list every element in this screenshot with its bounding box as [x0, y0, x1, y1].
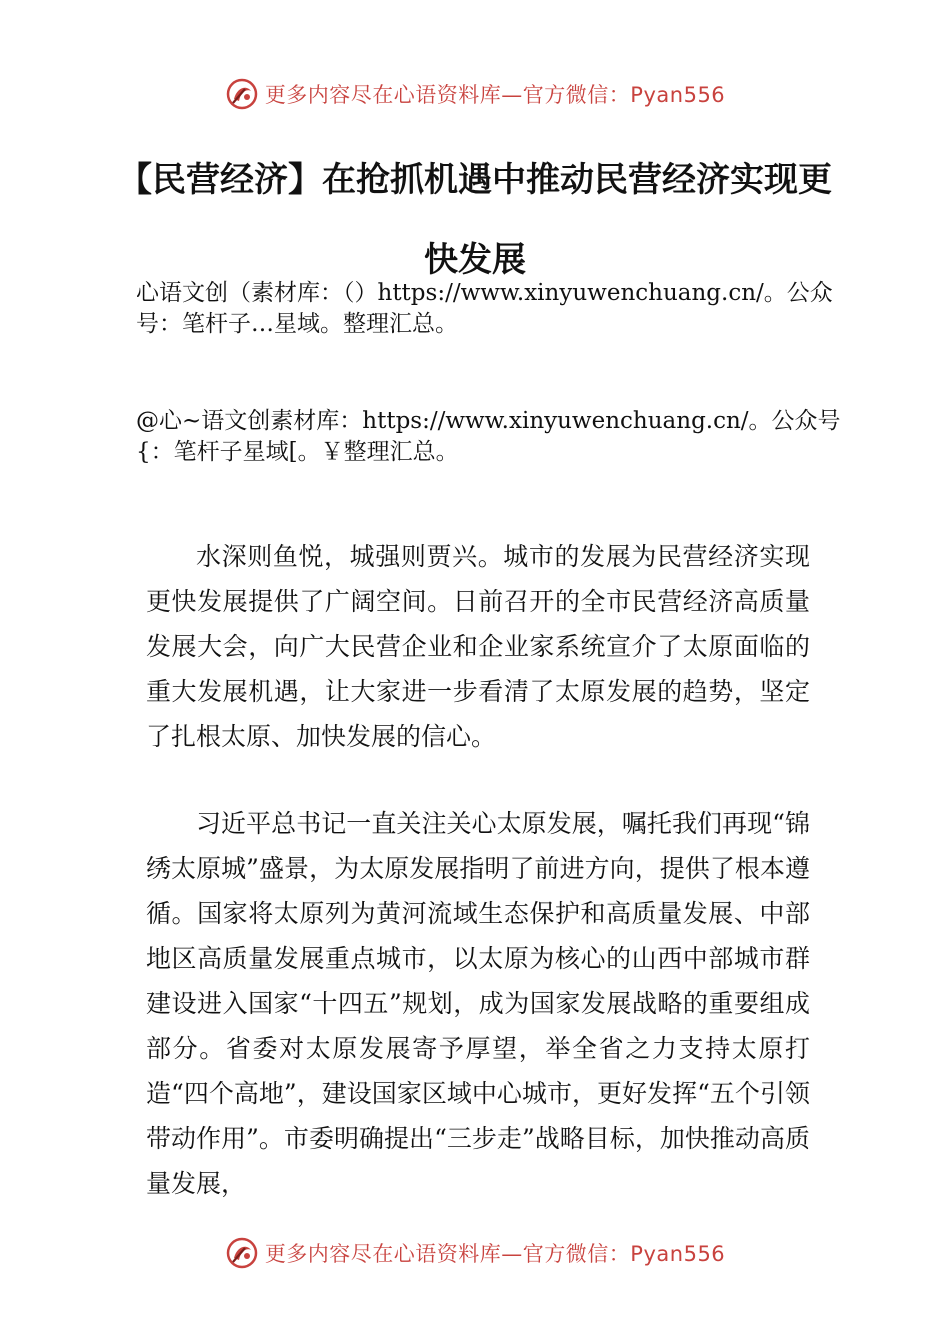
xinyu-logo-icon	[225, 1236, 259, 1270]
source-note-1: 心语文创（素材库：（）https://www.xinyuwenchuang.cn/。公众号：笔杆子…星域。整理汇总。	[136, 280, 833, 337]
xinyu-logo-icon	[225, 77, 259, 111]
body-paragraph-2: 习近平总书记一直关注关心太原发展，嘱托我们再现“锦绣太原城”盛景，为太原发展指明了前进方向，提供了根本遵循。国家将太原列为黄河流域生态保护和高质量发展、中部地区高质量发展重点城市，以太原为核心的山西中部城市群建设进入国家“十四五”规划，成为国家发展战略的重要组成部分。省委对太原发展寄予厚望，举全省之力支持太原打造“四个高地”，建设国家区域中心城市，更好发挥“五个引领带动作用”。市委明确提出“三步走”战略目标，加快推动高质量发展，	[146, 809, 810, 1198]
header-banner-text: 更多内容尽在心语资料库—官方微信：Pyan556	[264, 83, 726, 107]
header-banner	[0, 74, 950, 114]
source-note-2: @心~语文创素材库：https://www.xinyuwenchuang.cn/。公众号{：笔杆子星域[。￥整理汇总。	[136, 408, 841, 465]
footer-banner	[0, 1233, 950, 1273]
body-paragraph-1: 水深则鱼悦，城强则贾兴。城市的发展为民营经济实现更快发展提供了广阔空间。日前召开的全市民营经济高质量发展大会，向广大民营企业和企业家系统宣介了太原面临的重大发展机遇，让大家进一步看清了太原发展的趋势，坚定了扎根太原、加快发展的信心。	[146, 542, 810, 751]
page-title: 【民营经济】在抢抓机遇中推动民营经济实现更快发展	[118, 160, 832, 280]
footer-banner-text: 更多内容尽在心语资料库—官方微信：Pyan556	[264, 1242, 726, 1266]
